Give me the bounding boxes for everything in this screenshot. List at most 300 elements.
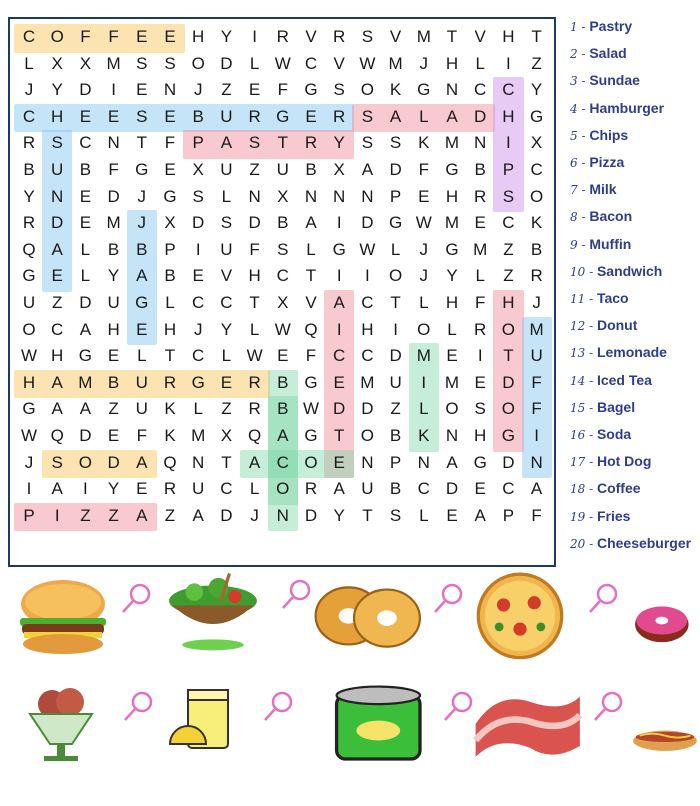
grid-letter[interactable]: E [107, 346, 120, 366]
grid-letter[interactable]: G [276, 106, 290, 126]
grid-letter[interactable]: B [23, 160, 35, 179]
grid-letter[interactable]: P [502, 505, 515, 525]
grid-letter[interactable]: A [333, 293, 345, 312]
grid-letter[interactable]: W [415, 213, 432, 233]
grid-letter[interactable]: Y [220, 319, 233, 339]
grid-letter[interactable]: B [389, 479, 402, 499]
grid-letter[interactable]: C [530, 160, 543, 179]
grid-letter[interactable]: R [333, 106, 346, 126]
grid-letter[interactable]: H [502, 27, 515, 46]
grid-letter[interactable]: Z [249, 160, 260, 179]
grid-letter[interactable]: H [248, 266, 261, 286]
grid-letter[interactable]: A [474, 505, 486, 525]
grid-letter[interactable]: O [501, 319, 515, 339]
grid-letter[interactable]: J [193, 319, 203, 339]
grid-letter[interactable]: H [361, 319, 374, 339]
grid-letter[interactable]: Z [164, 505, 176, 525]
grid-letter[interactable]: G [417, 80, 431, 100]
grid-letter[interactable]: V [305, 27, 317, 46]
grid-letter[interactable]: Q [50, 426, 64, 445]
grid-letter[interactable]: A [136, 505, 148, 525]
grid-letter[interactable]: E [305, 106, 317, 126]
grid-letter[interactable]: S [51, 133, 63, 153]
grid-letter[interactable]: E [136, 479, 148, 499]
grid-letter[interactable]: H [474, 426, 487, 445]
grid-letter[interactable]: H [445, 53, 459, 73]
grid-letter[interactable]: P [389, 452, 402, 472]
grid-letter[interactable]: G [473, 452, 487, 472]
grid-letter[interactable]: X [530, 133, 543, 153]
grid-letter[interactable]: R [22, 213, 36, 233]
grid-letter[interactable]: B [79, 160, 92, 179]
grid-letter[interactable]: E [277, 346, 289, 366]
grid-letter[interactable]: A [192, 505, 204, 525]
grid-letter[interactable]: X [192, 160, 204, 179]
grid-letter[interactable]: X [51, 53, 63, 73]
grid-letter[interactable]: S [220, 213, 233, 233]
grid-letter[interactable]: D [220, 505, 233, 525]
grid-letter[interactable]: O [388, 266, 403, 286]
grid-letter[interactable]: L [419, 399, 429, 419]
grid-letter[interactable]: V [220, 266, 233, 286]
grid-letter[interactable]: P [502, 160, 515, 179]
grid-letter[interactable]: L [24, 53, 34, 73]
grid-letter[interactable]: A [530, 479, 543, 499]
grid-letter[interactable]: A [136, 266, 148, 286]
grid-letter[interactable]: C [192, 293, 205, 312]
grid-letter[interactable]: B [277, 372, 289, 392]
grid-letter[interactable]: I [534, 426, 539, 445]
grid-letter[interactable]: E [79, 213, 92, 233]
grid-letter[interactable]: E [333, 452, 345, 472]
grid-letter[interactable]: O [276, 479, 290, 499]
grid-letter[interactable]: O [360, 80, 374, 100]
grid-letter[interactable]: Z [108, 399, 119, 419]
grid-letter[interactable]: P [164, 239, 176, 259]
grid-letter[interactable]: C [361, 293, 374, 312]
grid-letter[interactable]: L [80, 266, 91, 286]
grid-letter[interactable]: M [191, 426, 206, 445]
grid-letter[interactable]: O [501, 399, 515, 419]
grid-letter[interactable]: S [361, 27, 374, 46]
grid-letter[interactable]: C [333, 346, 346, 366]
grid-letter[interactable]: R [474, 319, 487, 339]
grid-letter[interactable]: R [276, 27, 289, 46]
grid-letter[interactable]: R [163, 372, 177, 392]
grid-letter[interactable]: U [389, 372, 402, 392]
grid-letter[interactable]: W [274, 53, 291, 73]
grid-letter[interactable]: B [136, 239, 148, 259]
grid-letter[interactable]: X [277, 293, 289, 312]
grid-letter[interactable]: S [164, 53, 176, 73]
grid-letter[interactable]: W [302, 399, 320, 419]
grid-letter[interactable]: N [417, 452, 430, 472]
grid-letter[interactable]: K [164, 426, 176, 445]
grid-letter[interactable]: F [418, 160, 429, 179]
grid-letter[interactable]: D [248, 213, 261, 233]
grid-letter[interactable]: J [419, 266, 429, 286]
grid-letter[interactable]: M [444, 133, 460, 153]
grid-letter[interactable]: F [108, 27, 119, 46]
grid-letter[interactable]: F [164, 133, 176, 153]
grid-letter[interactable]: G [529, 106, 544, 126]
grid-letter[interactable]: C [474, 80, 487, 100]
grid-letter[interactable]: M [444, 372, 460, 392]
grid-letter[interactable]: G [332, 239, 346, 259]
grid-letter[interactable]: S [51, 452, 63, 472]
grid-letter[interactable]: D [107, 186, 120, 206]
grid-letter[interactable]: A [51, 399, 63, 419]
grid-letter[interactable]: D [107, 452, 120, 472]
grid-letter[interactable]: M [360, 372, 375, 392]
grid-letter[interactable]: R [474, 186, 487, 206]
grid-letter[interactable]: T [446, 27, 458, 46]
grid-letter[interactable]: L [221, 186, 232, 206]
grid-letter[interactable]: G [135, 160, 149, 179]
grid-letter[interactable]: O [78, 452, 92, 472]
grid-letter[interactable]: E [220, 372, 233, 392]
grid-letter[interactable]: N [192, 452, 205, 472]
grid-letter[interactable]: C [361, 346, 374, 366]
grid-letter[interactable]: Y [107, 479, 120, 499]
grid-letter[interactable]: G [22, 399, 36, 419]
grid-letter[interactable]: W [359, 239, 376, 259]
grid-letter[interactable]: L [165, 293, 175, 312]
grid-letter[interactable]: N [530, 452, 543, 472]
grid-letter[interactable]: V [305, 293, 317, 312]
grid-letter[interactable]: S [474, 399, 486, 419]
grid-letter[interactable]: X [220, 426, 233, 445]
grid-letter[interactable]: L [419, 505, 429, 525]
grid-letter[interactable]: B [277, 399, 289, 419]
grid-letter[interactable]: H [445, 186, 459, 206]
grid-letter[interactable]: Z [51, 293, 63, 312]
grid-letter[interactable]: N [361, 186, 374, 206]
grid-letter[interactable]: F [80, 27, 91, 46]
grid-letter[interactable]: Z [221, 399, 232, 419]
grid-letter[interactable]: U [220, 239, 233, 259]
grid-letter[interactable]: B [305, 160, 317, 179]
grid-letter[interactable]: Y [333, 133, 345, 153]
grid-letter[interactable]: A [333, 479, 345, 499]
grid-letter[interactable]: C [192, 346, 205, 366]
grid-letter[interactable]: C [502, 213, 515, 233]
grid-letter[interactable]: D [192, 213, 205, 233]
grid-letter[interactable]: Y [107, 266, 120, 286]
grid-letter[interactable]: J [419, 239, 429, 259]
grid-letter[interactable]: C [51, 319, 64, 339]
grid-letter[interactable]: I [336, 213, 342, 233]
grid-letter[interactable]: L [390, 239, 401, 259]
grid-letter[interactable]: T [362, 505, 373, 525]
grid-letter[interactable]: W [359, 53, 376, 73]
grid-letter[interactable]: L [249, 479, 260, 499]
grid-letter[interactable]: Z [108, 505, 119, 525]
grid-letter[interactable]: Y [51, 80, 63, 100]
grid-letter[interactable]: I [252, 27, 257, 46]
grid-letter[interactable]: G [135, 293, 149, 312]
grid-letter[interactable]: E [107, 106, 120, 126]
grid-letter[interactable]: X [333, 160, 345, 179]
grid-letter[interactable]: Y [446, 266, 458, 286]
grid-letter[interactable]: R [304, 479, 318, 499]
grid-letter[interactable]: C [502, 80, 515, 100]
grid-letter[interactable]: S [192, 186, 204, 206]
grid-letter[interactable]: H [502, 293, 515, 312]
grid-letter[interactable]: G [22, 266, 36, 286]
grid-letter[interactable]: A [79, 319, 92, 339]
grid-letter[interactable]: U [530, 346, 543, 366]
grid-letter[interactable]: L [221, 346, 232, 366]
grid-letter[interactable]: I [421, 372, 427, 392]
grid-letter[interactable]: A [446, 106, 458, 126]
grid-letter[interactable]: O [529, 186, 544, 206]
grid-letter[interactable]: S [248, 133, 261, 153]
grid-letter[interactable]: N [361, 452, 374, 472]
grid-letter[interactable]: N [304, 186, 318, 206]
grid-letter[interactable]: L [419, 293, 429, 312]
grid-letter[interactable]: X [79, 53, 92, 73]
grid-letter[interactable]: Q [304, 319, 318, 339]
grid-letter[interactable]: L [475, 53, 485, 73]
grid-letter[interactable]: R [333, 27, 346, 46]
grid-letter[interactable]: L [475, 266, 485, 286]
grid-letter[interactable]: U [135, 399, 148, 419]
grid-letter[interactable]: H [51, 346, 64, 366]
grid-letter[interactable]: B [389, 426, 402, 445]
grid-letter[interactable]: A [361, 160, 374, 179]
grid-letter[interactable]: K [389, 80, 402, 100]
grid-letter[interactable]: G [445, 239, 459, 259]
grid-letter[interactable]: I [83, 479, 88, 499]
grid-letter[interactable]: T [390, 293, 401, 312]
grid-letter[interactable]: H [22, 372, 36, 392]
grid-letter[interactable]: C [417, 479, 430, 499]
grid-letter[interactable]: L [249, 319, 260, 339]
grid-letter[interactable]: R [248, 372, 261, 392]
grid-letter[interactable]: D [220, 53, 233, 73]
grid-letter[interactable]: C [220, 479, 233, 499]
grid-letter[interactable]: R [248, 106, 261, 126]
grid-letter[interactable]: X [164, 213, 176, 233]
grid-letter[interactable]: N [51, 186, 64, 206]
grid-letter[interactable]: O [445, 399, 459, 419]
grid-letter[interactable]: W [274, 319, 291, 339]
grid-letter[interactable]: J [137, 186, 147, 206]
grid-letter[interactable]: L [249, 53, 260, 73]
grid-letter[interactable]: E [51, 266, 63, 286]
grid-letter[interactable]: G [304, 426, 318, 445]
grid-letter[interactable]: E [164, 160, 176, 179]
grid-letter[interactable]: O [360, 426, 374, 445]
grid-letter[interactable]: S [333, 80, 345, 100]
grid-letter[interactable]: D [333, 399, 346, 419]
grid-letter[interactable]: E [446, 346, 458, 366]
grid-letter[interactable]: W [20, 426, 38, 445]
grid-letter[interactable]: B [277, 213, 289, 233]
grid-letter[interactable]: E [164, 27, 176, 46]
grid-letter[interactable]: E [136, 319, 148, 339]
grid-letter[interactable]: D [361, 399, 374, 419]
grid-letter[interactable]: G [163, 186, 177, 206]
grid-letter[interactable]: R [248, 399, 261, 419]
grid-letter[interactable]: F [531, 399, 542, 419]
grid-letter[interactable]: C [22, 106, 36, 126]
grid-letter[interactable]: K [164, 399, 176, 419]
grid-letter[interactable]: F [108, 160, 119, 179]
grid-letter[interactable]: Z [503, 266, 514, 286]
grid-letter[interactable]: D [304, 505, 318, 525]
grid-letter[interactable]: V [389, 27, 402, 46]
grid-letter[interactable]: B [107, 372, 120, 392]
grid-letter[interactable]: D [361, 213, 374, 233]
grid-letter[interactable]: C [276, 266, 289, 286]
grid-letter[interactable]: M [416, 27, 431, 46]
grid-letter[interactable]: C [304, 53, 318, 73]
grid-letter[interactable]: K [418, 133, 430, 153]
grid-letter[interactable]: H [502, 106, 515, 126]
grid-letter[interactable]: J [24, 452, 34, 472]
grid-letter[interactable]: U [135, 372, 148, 392]
grid-letter[interactable]: S [389, 505, 402, 525]
grid-letter[interactable]: A [51, 239, 63, 259]
grid-letter[interactable]: T [164, 346, 176, 366]
grid-letter[interactable]: M [106, 213, 121, 233]
grid-letter[interactable]: T [531, 27, 542, 46]
grid-letter[interactable]: I [54, 505, 60, 525]
grid-letter[interactable]: N [276, 505, 289, 525]
grid-letter[interactable]: T [277, 133, 288, 153]
grid-letter[interactable]: E [446, 505, 458, 525]
grid-letter[interactable]: P [192, 133, 204, 153]
grid-letter[interactable]: A [389, 106, 402, 126]
grid-letter[interactable]: E [79, 106, 92, 126]
grid-letter[interactable]: V [474, 27, 486, 46]
grid-letter[interactable]: U [22, 293, 36, 312]
grid-letter[interactable]: D [389, 346, 402, 366]
grid-letter[interactable]: D [502, 372, 515, 392]
grid-letter[interactable]: Z [80, 505, 91, 525]
grid-letter[interactable]: Q [247, 426, 262, 445]
grid-letter[interactable]: A [51, 372, 63, 392]
grid-letter[interactable]: O [50, 27, 64, 46]
grid-letter[interactable]: C [502, 479, 515, 499]
grid-letter[interactable]: G [191, 372, 205, 392]
grid-letter[interactable]: D [79, 80, 92, 100]
grid-letter[interactable]: I [111, 80, 116, 100]
grid-letter[interactable]: D [474, 106, 487, 126]
grid-letter[interactable]: G [304, 80, 318, 100]
grid-letter[interactable]: R [304, 133, 318, 153]
grid-letter[interactable]: E [164, 106, 176, 126]
grid-letter[interactable]: A [277, 426, 289, 445]
grid-letter[interactable]: T [503, 346, 514, 366]
grid-letter[interactable]: A [51, 479, 63, 499]
grid-letter[interactable]: B [530, 239, 543, 259]
grid-letter[interactable]: I [506, 53, 511, 73]
grid-letter[interactable]: V [333, 53, 345, 73]
grid-letter[interactable]: P [389, 186, 402, 206]
grid-letter[interactable]: E [79, 186, 92, 206]
grid-letter[interactable]: L [306, 239, 316, 259]
grid-letter[interactable]: O [22, 319, 36, 339]
grid-letter[interactable]: E [333, 372, 345, 392]
grid-letter[interactable]: N [445, 80, 459, 100]
grid-letter[interactable]: X [277, 186, 289, 206]
grid-letter[interactable]: H [51, 106, 64, 126]
grid-letter[interactable]: F [277, 80, 288, 100]
grid-letter[interactable]: M [416, 346, 431, 366]
grid-letter[interactable]: A [248, 452, 261, 472]
grid-letter[interactable]: M [106, 53, 121, 73]
grid-letter[interactable]: S [361, 133, 374, 153]
grid-letter[interactable]: D [502, 452, 515, 472]
grid-letter[interactable]: U [51, 160, 64, 179]
grid-letter[interactable]: A [446, 452, 458, 472]
grid-letter[interactable]: H [107, 319, 120, 339]
grid-letter[interactable]: I [506, 133, 511, 153]
grid-letter[interactable]: D [445, 479, 459, 499]
grid-letter[interactable]: N [107, 133, 120, 153]
grid-letter[interactable]: I [336, 266, 342, 286]
grid-letter[interactable]: L [137, 346, 147, 366]
grid-letter[interactable]: U [220, 160, 233, 179]
grid-letter[interactable]: F [531, 372, 542, 392]
grid-letter[interactable]: Y [220, 27, 233, 46]
grid-letter[interactable]: G [388, 213, 403, 233]
grid-letter[interactable]: M [473, 239, 488, 259]
grid-letter[interactable]: H [163, 319, 177, 339]
grid-letter[interactable]: U [361, 479, 374, 499]
grid-letter[interactable]: K [418, 426, 430, 445]
grid-letter[interactable]: T [221, 452, 232, 472]
grid-letter[interactable]: E [418, 186, 430, 206]
grid-letter[interactable]: S [277, 239, 289, 259]
grid-letter[interactable]: O [417, 319, 431, 339]
grid-letter[interactable]: I [365, 266, 370, 286]
grid-letter[interactable]: C [276, 452, 289, 472]
grid-letter[interactable]: U [276, 160, 289, 179]
grid-letter[interactable]: N [333, 186, 346, 206]
grid-letter[interactable]: K [530, 213, 543, 233]
grid-letter[interactable]: O [191, 53, 205, 73]
grid-letter[interactable]: G [501, 426, 515, 445]
grid-letter[interactable]: C [79, 133, 92, 153]
grid-letter[interactable]: B [164, 266, 176, 286]
grid-letter[interactable]: Z [503, 239, 514, 259]
grid-letter[interactable]: I [26, 479, 32, 499]
grid-letter[interactable]: B [192, 106, 204, 126]
grid-letter[interactable]: Z [221, 80, 232, 100]
grid-letter[interactable]: L [419, 106, 429, 126]
grid-letter[interactable]: C [220, 293, 233, 312]
grid-letter[interactable]: O [304, 452, 318, 472]
grid-letter[interactable]: S [361, 106, 374, 126]
grid-letter[interactable]: U [192, 479, 205, 499]
grid-letter[interactable]: F [136, 426, 147, 445]
grid-letter[interactable]: F [305, 346, 317, 366]
grid-letter[interactable]: J [532, 293, 541, 312]
grid-letter[interactable]: J [419, 53, 429, 73]
grid-letter[interactable]: N [445, 426, 459, 445]
grid-letter[interactable]: M [529, 319, 544, 339]
grid-letter[interactable]: N [163, 80, 177, 100]
grid-letter[interactable]: N [474, 133, 487, 153]
grid-letter[interactable]: F [531, 505, 542, 525]
grid-letter[interactable]: E [136, 27, 148, 46]
grid-letter[interactable]: A [220, 133, 233, 153]
grid-letter[interactable]: H [192, 27, 205, 46]
